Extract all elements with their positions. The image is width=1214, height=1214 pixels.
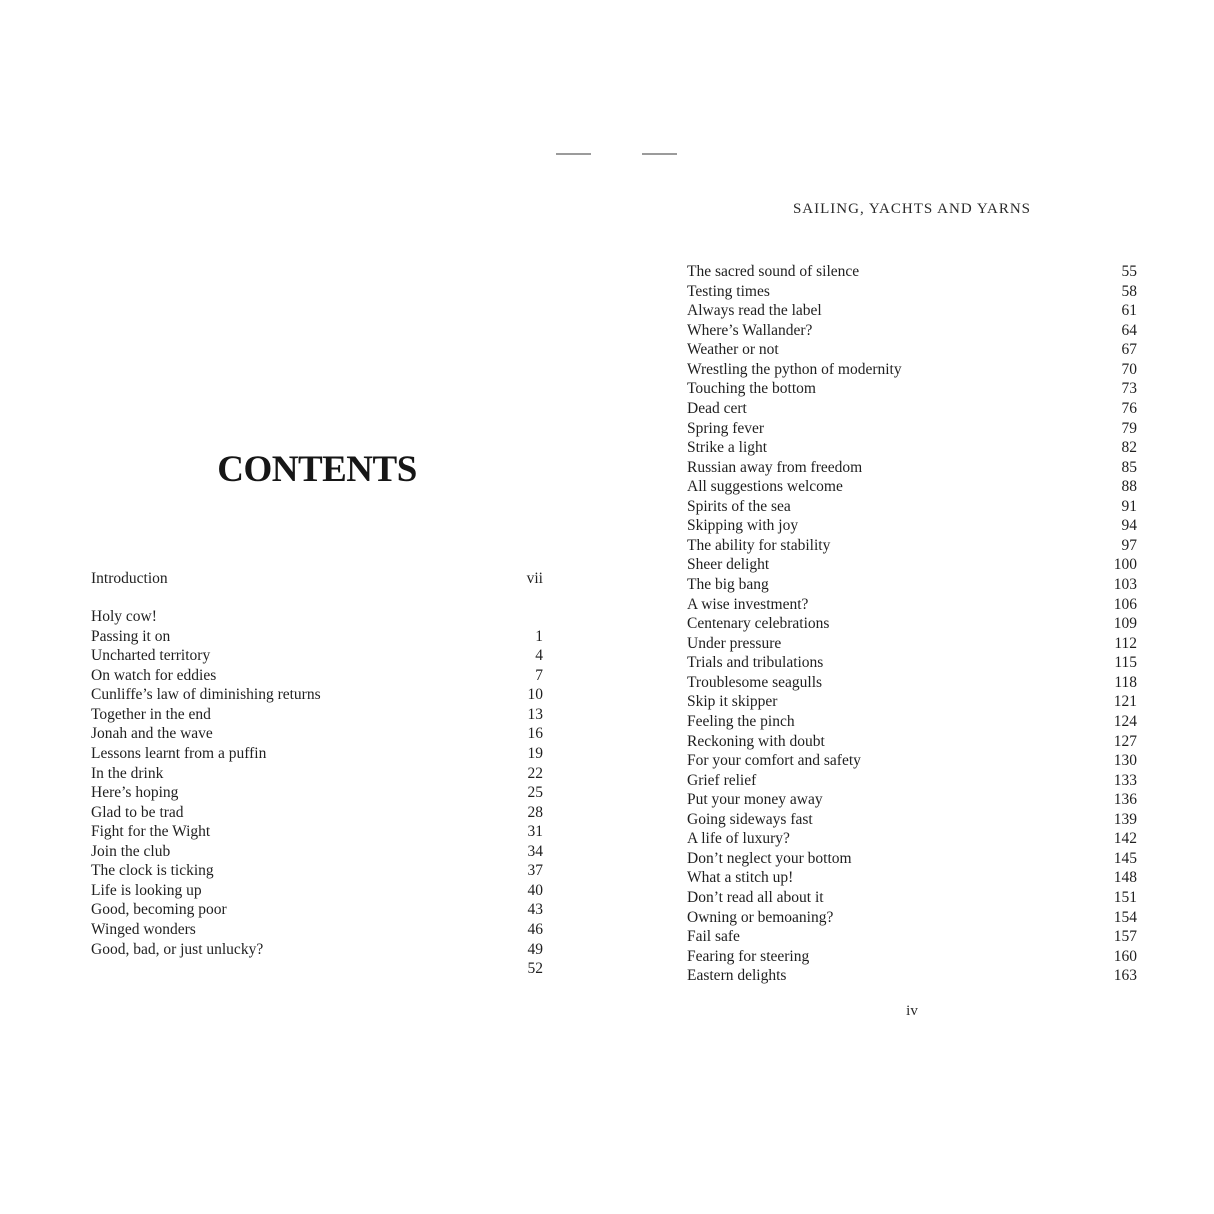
toc-entry-title: Put your money away: [687, 791, 823, 809]
toc-row: [91, 705, 543, 725]
toc-entry-title: Russian away from freedom: [687, 458, 863, 476]
toc-entry-title: Wrestling the python of modernity: [687, 360, 902, 378]
toc-row: [687, 771, 1137, 791]
toc-entry-title: Strike a light: [687, 439, 768, 457]
toc-row: [687, 497, 1137, 517]
toc-entry-title: Skip it skipper: [687, 693, 778, 711]
toc-entry-page: 112: [1114, 634, 1137, 652]
toc-entry-page: vii: [526, 570, 543, 587]
right-toc-list: [687, 262, 1137, 986]
toc-entry-title: Cunliffe’s law of diminishing returns: [91, 686, 321, 704]
toc-entry-title: Under pressure: [687, 634, 782, 652]
toc-entry-title: What a stitch up!: [687, 869, 794, 887]
toc-entry-title: Owning or bemoaning?: [687, 908, 834, 926]
toc-row: [91, 646, 543, 666]
toc-entry-page: 40: [527, 881, 543, 899]
toc-entry-page: 151: [1113, 889, 1137, 906]
toc-entry-title: Here’s hoping: [91, 784, 179, 802]
toc-entry-title: Feeling the pinch: [687, 712, 795, 730]
toc-entry-page: 163: [1113, 967, 1137, 985]
toc-entry-title: Together in the end: [91, 705, 211, 723]
toc-entry-page: 139: [1113, 810, 1137, 828]
toc-entry-title: Winged wonders: [91, 921, 196, 938]
toc-row: [687, 282, 1137, 302]
toc-row: [687, 321, 1137, 341]
toc-entry-page: 88: [1121, 478, 1137, 496]
toc-entry-page: 154: [1113, 908, 1137, 926]
toc-entry-page: 127: [1113, 732, 1137, 750]
toc-row: [687, 810, 1137, 830]
toc-row: [91, 803, 543, 823]
toc-entry-title: Holy cow!: [91, 608, 157, 625]
toc-entry-title: Fail safe: [687, 928, 740, 946]
toc-entry-page: 106: [1113, 595, 1137, 613]
toc-entry-title: Lessons learnt from a puffin: [91, 744, 267, 762]
toc-entry-page: 133: [1113, 771, 1137, 789]
toc-row: [687, 947, 1137, 967]
toc-row: [687, 908, 1137, 928]
toc-entry-title: For your comfort and safety: [687, 752, 861, 770]
toc-row: [687, 458, 1137, 478]
toc-entry-title: Dead cert: [687, 399, 747, 417]
toc-row: [687, 262, 1137, 282]
toc-entry-title: Passing it on: [91, 627, 171, 645]
toc-row: [91, 666, 543, 686]
divider-mark-left: [556, 153, 591, 155]
toc-row: [687, 849, 1137, 869]
toc-entry-page: 109: [1113, 615, 1137, 633]
divider-mark-right: [642, 153, 677, 155]
toc-entry-page: 16: [527, 725, 543, 743]
toc-row: [687, 634, 1137, 654]
toc-row: [687, 829, 1137, 849]
toc-entry-title: Spring fever: [687, 419, 765, 437]
toc-row: [91, 724, 543, 744]
toc-entry-title: Spirits of the sea: [687, 497, 791, 515]
toc-entry-title: The ability for stability: [687, 536, 831, 554]
toc-entry-page: 85: [1121, 458, 1137, 476]
running-header: SAILING, YACHTS AND YARNS: [792, 201, 1032, 217]
toc-entry-page: 22: [527, 764, 543, 782]
toc-entry-title: Glad to be trad: [91, 803, 184, 821]
toc-entry-title: Touching the bottom: [687, 380, 816, 398]
toc-entry-page: 160: [1113, 947, 1137, 965]
toc-entry-title: Don’t neglect your bottom: [687, 849, 852, 867]
toc-entry-page: 55: [1121, 263, 1137, 280]
toc-entry-title: Reckoning with doubt: [687, 732, 825, 750]
toc-row: [91, 627, 543, 647]
toc-entry-page: 28: [527, 803, 543, 821]
toc-entry-page: 64: [1121, 321, 1137, 339]
toc-entry-page: 91: [1121, 497, 1137, 515]
toc-entry-title: Skipping with joy: [687, 517, 799, 535]
toc-entry-page: 4: [535, 647, 543, 665]
toc-entry-title: Sheer delight: [687, 556, 770, 574]
toc-entry-title: On watch for eddies: [91, 666, 217, 684]
toc-row: [687, 360, 1137, 380]
toc-entry-page: 58: [1121, 282, 1137, 300]
toc-entry-page: 10: [527, 686, 543, 704]
toc-entry-page: 70: [1121, 360, 1137, 378]
toc-entry-title: Good, bad, or just unlucky?: [91, 940, 264, 958]
toc-entry-title: Fight for the Wight: [91, 823, 211, 841]
toc-entry-page: 79: [1121, 419, 1137, 437]
toc-entry-page: 37: [527, 862, 543, 880]
toc-row: [687, 555, 1137, 575]
toc-row: [687, 732, 1137, 752]
toc-entry-page: 82: [1121, 439, 1137, 457]
toc-row: [687, 673, 1137, 693]
toc-row: [687, 692, 1137, 712]
toc-row: [91, 822, 543, 842]
toc-entry-page: 43: [527, 901, 543, 919]
toc-row: [91, 842, 543, 862]
toc-entry-page: 19: [527, 744, 543, 762]
toc-entry-page: 115: [1114, 654, 1137, 672]
toc-row: [687, 712, 1137, 732]
toc-entry-page: 130: [1113, 752, 1137, 770]
toc-entry-title: Trials and tribulations: [687, 654, 824, 672]
toc-entry-page: 121: [1113, 693, 1137, 711]
toc-row: [687, 399, 1137, 419]
toc-entry-title: Uncharted territory: [91, 647, 211, 665]
toc-row: [687, 575, 1137, 595]
toc-row: [687, 966, 1137, 986]
toc-row: [91, 569, 543, 589]
toc-row: [91, 959, 543, 979]
toc-entry-page: 7: [535, 666, 543, 684]
toc-row: [687, 927, 1137, 947]
toc-entry-page: 67: [1121, 341, 1137, 359]
toc-entry-page: 157: [1113, 928, 1137, 946]
toc-row: [91, 900, 543, 920]
toc-entry-page: 94: [1121, 517, 1137, 535]
toc-row: [91, 920, 543, 940]
toc-row: [687, 516, 1137, 536]
toc-entry-page: 136: [1113, 791, 1137, 809]
toc-entry-page: 100: [1113, 556, 1137, 574]
toc-row: [91, 940, 543, 960]
toc-row: [687, 595, 1137, 615]
toc-row: [91, 881, 543, 901]
toc-row: [687, 438, 1137, 458]
toc-row: [91, 861, 543, 881]
toc-entry-page: 145: [1113, 849, 1137, 867]
toc-entry-page: 1: [535, 627, 543, 645]
toc-entry-page: 25: [527, 784, 543, 802]
toc-entry-title: In the drink: [91, 764, 164, 782]
left-toc-list: [91, 607, 543, 979]
toc-row: [687, 888, 1137, 908]
contents-title: CONTENTS: [217, 449, 417, 490]
toc-entry-title: All suggestions welcome: [687, 478, 843, 496]
toc-entry-title: Going sideways fast: [687, 810, 813, 828]
toc-entry-page: 49: [527, 940, 543, 958]
toc-row: [687, 536, 1137, 556]
toc-entry-page: 31: [527, 823, 543, 841]
toc-entry-title: Good, becoming poor: [91, 901, 227, 919]
page-number: iv: [906, 1003, 918, 1019]
toc-entry-page: 73: [1121, 380, 1137, 398]
toc-row: [687, 477, 1137, 497]
toc-entry-page: 34: [527, 842, 543, 860]
toc-entry-page: 46: [527, 921, 543, 938]
toc-entry-title: Don’t read all about it: [687, 889, 824, 906]
toc-row: [687, 419, 1137, 439]
toc-entry-title: Troublesome seagulls: [687, 673, 823, 691]
toc-entry-title: Centenary celebrations: [687, 615, 830, 633]
toc-row: [91, 783, 543, 803]
toc-entry-page: 148: [1113, 869, 1137, 887]
toc-entry-title: Weather or not: [687, 341, 779, 359]
toc-row: [687, 653, 1137, 673]
toc-row: [91, 685, 543, 705]
toc-row: [687, 614, 1137, 634]
toc-entry-title: The clock is ticking: [91, 862, 214, 880]
toc-entry-page: 103: [1113, 576, 1137, 593]
toc-entry-title: Testing times: [687, 282, 770, 300]
toc-entry-title: Introduction: [91, 570, 168, 587]
toc-entry-title: Fearing for steering: [687, 947, 810, 965]
front-matter-list: [91, 569, 543, 589]
toc-row: [687, 751, 1137, 771]
toc-row: [687, 379, 1137, 399]
toc-row: [687, 868, 1137, 888]
toc-entry-title: The sacred sound of silence: [687, 263, 860, 280]
toc-entry-title: The big bang: [687, 576, 769, 593]
toc-row: [91, 764, 543, 784]
toc-entry-page: 142: [1113, 830, 1137, 848]
toc-entry-page: 13: [527, 705, 543, 723]
toc-entry-page: 52: [527, 960, 543, 978]
toc-entry-page: 61: [1121, 302, 1137, 320]
toc-row: [687, 790, 1137, 810]
toc-entry-title: Jonah and the wave: [91, 725, 213, 743]
toc-entry-title: Join the club: [91, 842, 171, 860]
toc-entry-title: A wise investment?: [687, 595, 809, 613]
toc-row: [687, 301, 1137, 321]
toc-entry-title: Life is looking up: [91, 881, 202, 899]
toc-entry-title: Where’s Wallander?: [687, 321, 813, 339]
toc-entry-title: Eastern delights: [687, 967, 787, 985]
toc-entry-page: 76: [1121, 399, 1137, 417]
toc-entry-title: A life of luxury?: [687, 830, 790, 848]
toc-row: [687, 340, 1137, 360]
toc-entry-title: Always read the label: [687, 302, 822, 320]
toc-entry-page: 97: [1121, 536, 1137, 554]
toc-entry-page: 124: [1113, 712, 1137, 730]
toc-entry-page: 118: [1114, 673, 1137, 691]
toc-row: [91, 607, 543, 627]
toc-row: [91, 744, 543, 764]
toc-entry-title: Grief relief: [687, 771, 757, 789]
